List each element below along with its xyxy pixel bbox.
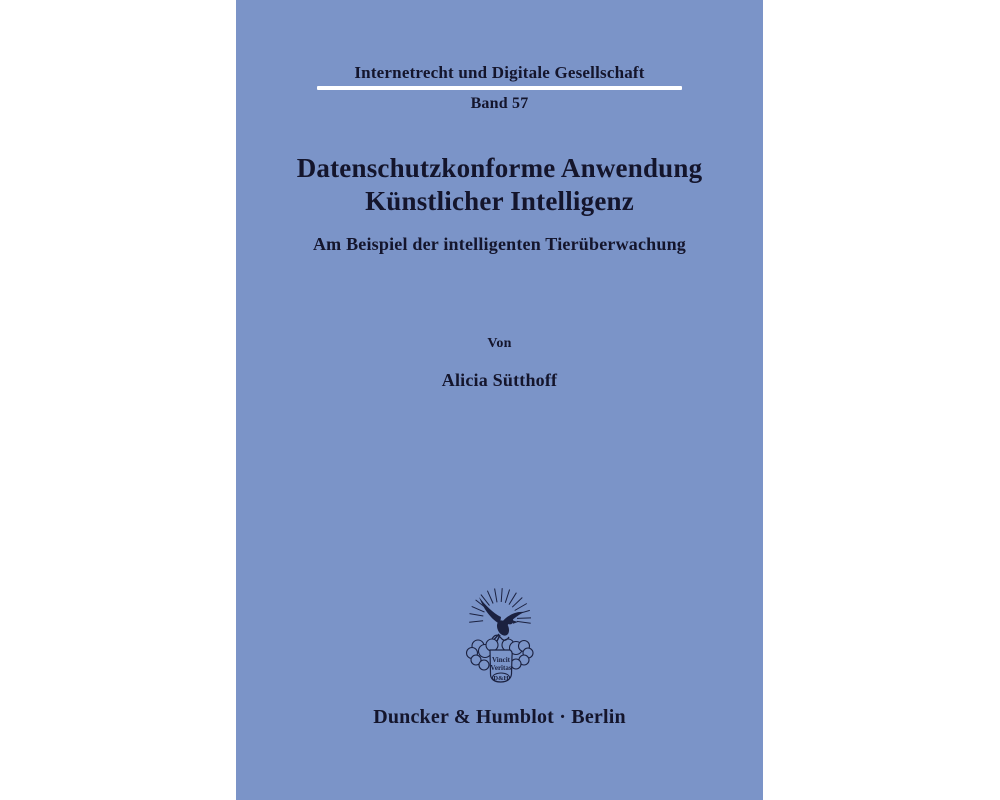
series-title: Internetrecht und Digitale Gesellschaft: [354, 63, 645, 82]
motto-scroll: [490, 650, 512, 682]
publisher-imprint: Duncker & Humblot · Berlin: [373, 706, 626, 728]
book-title-text: Datenschutzkonforme Anwendung Künstlicher Intelligenz: [296, 153, 703, 216]
phoenix-emblem-icon: [462, 582, 538, 688]
book-title: [236, 152, 763, 218]
motto-line-2: Veritas: [489, 664, 512, 672]
publisher-emblem: [236, 582, 763, 693]
series-volume-number: Band 57: [470, 95, 529, 112]
author-name: Alicia Sütthoff: [441, 370, 558, 390]
series-underline-rule: [317, 86, 682, 90]
byline-label: Von: [487, 336, 512, 351]
publisher-initials: D&H: [492, 675, 509, 682]
motto-line-1: Vincit: [491, 656, 510, 664]
book-subtitle: Am Beispiel der intelligenten Tierüberwachung: [312, 234, 686, 254]
book-cover: [236, 0, 763, 800]
